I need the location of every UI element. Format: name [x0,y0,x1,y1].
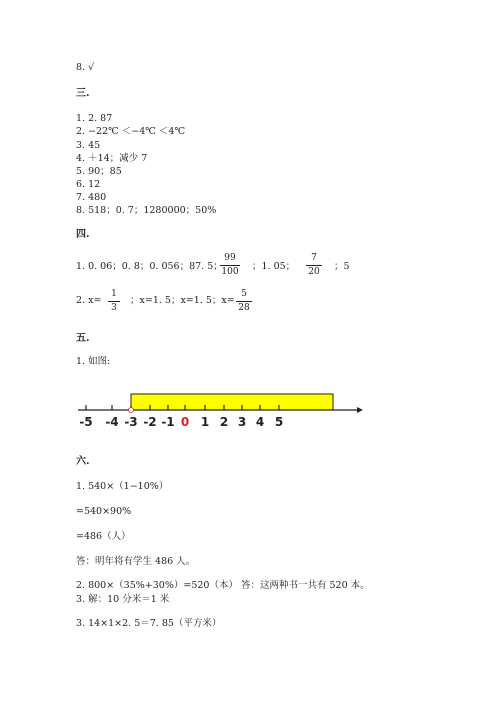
fraction-99-100 [220,253,240,278]
tick-label: 1 [200,415,210,429]
highlight-region [131,394,333,410]
section3-item: 2. −22℃ ＜−4℃ ＜4℃ [76,126,186,137]
fraction-bar [220,265,240,266]
section3-item: 1. 2. 87 [76,113,113,124]
fraction-5-28 [236,289,252,314]
fraction-bar [236,301,252,302]
section4-heading: 四. [76,229,90,240]
section4-line2-mid: ；x=1. 5；x=1. 5；x= [130,295,235,306]
section3-item: 3. 45 [76,140,101,151]
section6-item: 3. 解：10 分米＝1 米 [76,594,170,605]
fraction-numerator: 5 [241,289,247,299]
tick-label: 4 [255,415,265,429]
tick-label: -1 [161,415,175,429]
section5-heading: 五. [76,333,90,344]
axis-arrow [357,407,363,413]
tick-label: -4 [105,415,119,429]
tick-label: 3 [237,415,247,429]
section6-item: 答：明年将有学生 486 人。 [76,556,196,567]
tick-label: -5 [79,415,93,429]
fraction-denominator: 3 [111,303,117,313]
number-line-diagram [72,384,372,434]
fraction-7-20 [306,253,322,278]
section6-heading: 六. [76,456,90,467]
section6-item: =486（人） [76,531,131,542]
fraction-numerator: 1 [111,289,117,299]
section3-heading: 三. [76,88,90,99]
tick-label: 2 [219,415,229,429]
section6-item: 3. 14×1×2. 5＝7. 85（平方米） [76,618,222,629]
tick-label: -2 [143,415,157,429]
section6-item: 2. 800×（35%+30%）=520（本） 答：这两种书一共有 520 本。 [76,580,370,591]
start-point [129,408,134,413]
fraction-numerator: 99 [224,253,236,263]
section3-item: 5. 90；85 [76,166,122,177]
fraction-denominator: 20 [308,267,320,277]
section3-item: 4. ＋14；减少 7 [76,153,148,164]
fraction-bar [108,301,120,302]
section3-item: 8. 518；0. 7；1280000；50% [76,205,217,216]
section5-item1: 1. 如图: [76,356,111,367]
fraction-denominator: 100 [221,267,239,277]
tick-label: 5 [274,415,284,429]
tick-label: 0 [180,415,190,429]
tick-label: -3 [124,415,138,429]
fraction-numerator: 7 [311,253,317,263]
section3-item: 6. 12 [76,179,101,190]
fraction-1-3 [108,289,120,314]
section4-line1-suffix: ；5 [334,261,350,272]
section3-item: 7. 480 [76,192,107,203]
fraction-bar [306,265,322,266]
section4-line1-prefix: 1. 0. 06；0. 8；0. 056；87. 5； [76,261,223,272]
section6-item: =540×90% [76,506,132,517]
fraction-denominator: 28 [238,303,250,313]
section2-item8: 8. √ [76,62,95,73]
section4-line2-prefix: 2. x= [76,295,102,306]
section6-item: 1. 540×（1−10%） [76,481,169,492]
section4-line1-mid: ；1. 05； [252,261,296,272]
